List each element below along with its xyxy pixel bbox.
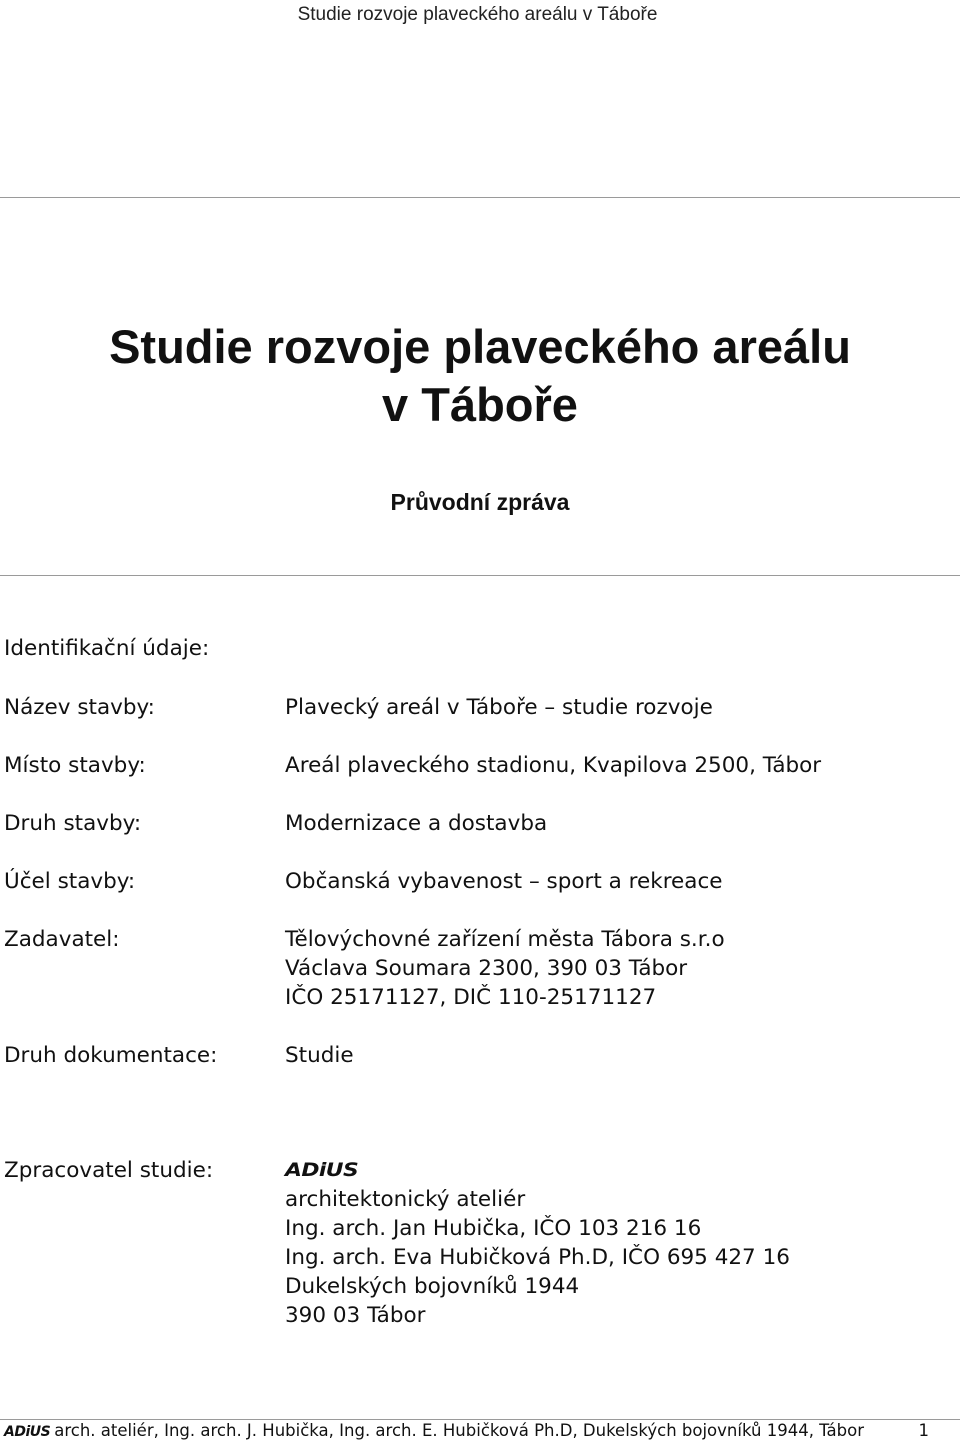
label-project-name: Název stavby: (4, 695, 155, 720)
title-divider (0, 575, 960, 576)
label-processor: Zpracovatel studie: (4, 1158, 214, 1183)
label-doc-type: Druh dokumentace: (4, 1043, 218, 1068)
label-client: Zadavatel: (4, 927, 120, 952)
processor-line-5: 390 03 Tábor (285, 1303, 426, 1328)
value-purpose: Občanská vybavenost – sport a rekreace (285, 869, 723, 894)
adius-footer-logo: ADiUS (4, 1424, 51, 1440)
running-header: Studie rozvoje plaveckého areálu v Táboře (297, 4, 658, 25)
label-purpose: Účel stavby: (4, 869, 136, 894)
client-address: Václava Soumara 2300, 390 03 Tábor (285, 956, 688, 981)
processor-line-2: Ing. arch. Jan Hubička, IČO 103 216 16 (285, 1216, 702, 1241)
document-title (0, 318, 960, 434)
page-footer (4, 1421, 929, 1440)
processor-studio: architektonický ateliér (285, 1187, 526, 1212)
footer-text: arch. ateliér, Ing. arch. J. Hubička, Ing. arch. E. Hubičková Ph.D, Dukelských bojovníků 1944, Tábor (54, 1421, 864, 1440)
value-processor (285, 1156, 790, 1330)
label-site: Místo stavby: (4, 753, 146, 778)
processor-line-4: Dukelských bojovníků 1944 (285, 1274, 580, 1299)
footer-divider (0, 1419, 960, 1420)
value-project-name: Plavecký areál v Táboře – studie rozvoje (285, 695, 713, 720)
label-construction-type: Druh stavby: (4, 811, 142, 836)
value-doc-type: Studie (285, 1043, 354, 1068)
title-line-1: Studie rozvoje plaveckého areálu (109, 320, 851, 373)
value-construction-type: Modernizace a dostavba (285, 811, 548, 836)
adius-logo: ADiUS (285, 1159, 359, 1181)
document-subtitle: Průvodní zpráva (390, 489, 570, 515)
client-name: Tělovýchovné zařízení města Tábora s.r.o (285, 927, 725, 952)
processor-line-3: Ing. arch. Eva Hubičková Ph.D, IČO 695 427 16 (285, 1245, 790, 1270)
title-line-2: v Táboře (382, 378, 578, 431)
client-ids: IČO 25171127, DIČ 110-25171127 (285, 985, 657, 1010)
identification-heading: Identifikační údaje: (4, 636, 210, 661)
value-client (285, 925, 725, 1012)
processor-line-1 (285, 1156, 790, 1214)
header-divider (0, 197, 960, 198)
value-site: Areál plaveckého stadionu, Kvapilova 2500, Tábor (285, 753, 822, 778)
page-number: 1 (918, 1421, 929, 1440)
